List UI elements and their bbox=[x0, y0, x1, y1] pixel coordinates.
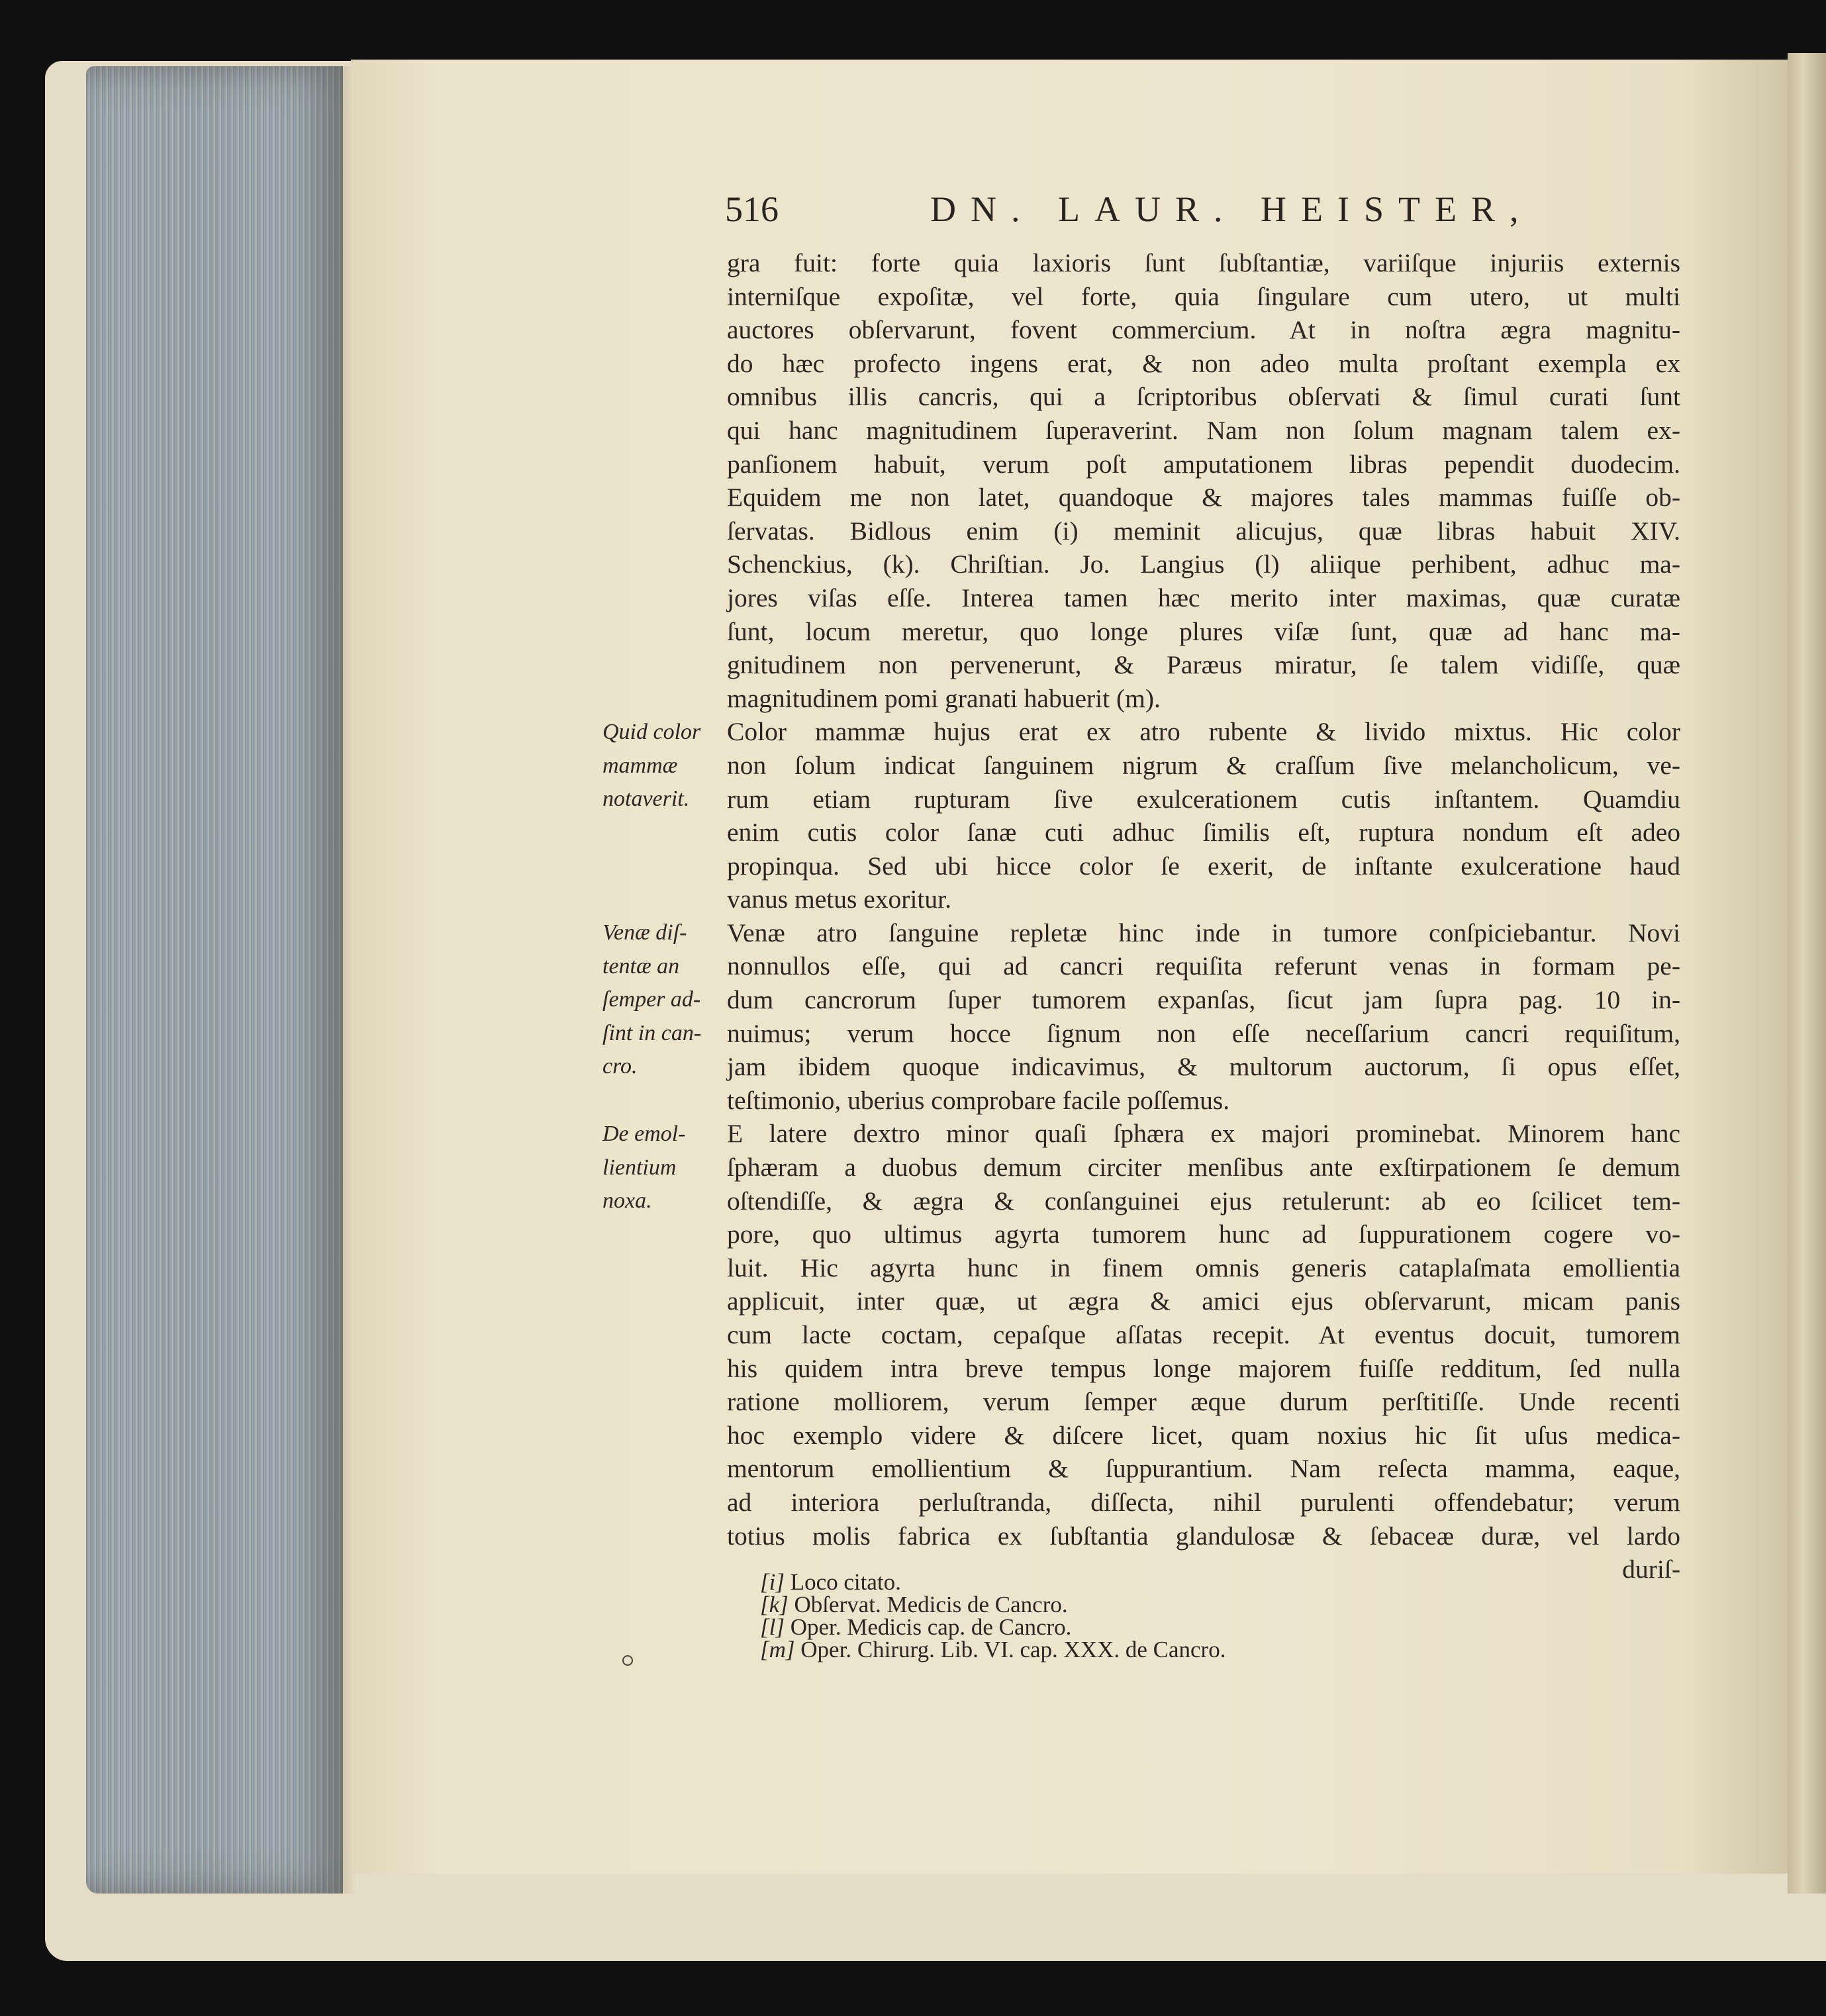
text-line: mentorum emollientium & ſuppurantium. Nam reſecta mamma, eaque, bbox=[727, 1454, 1680, 1484]
text-line: pore, quo ultimus agyrta tumorem hunc ad ſuppurationem cogere vo- bbox=[727, 1220, 1680, 1249]
footnote-marker: [k] bbox=[760, 1592, 789, 1617]
text-line: propinqua. Sed ubi hicce color ſe exerit, de inſtante exulceratione haud bbox=[727, 851, 1680, 881]
text-line: ſervatas. Bidlous enim (i) meminit alicujus, quæ libras habuit XIV. bbox=[727, 516, 1680, 546]
ink-mark bbox=[622, 1655, 633, 1666]
text-line: dum cancrorum ſuper tumorem expanſas, ſicut jam ſupra pag. 10 in- bbox=[727, 985, 1680, 1015]
text-line: cum lacte coctam, cepaſque aſſatas recepit. At eventus docuit, tumorem bbox=[727, 1320, 1680, 1349]
text-line: applicuit, inter quæ, ut ægra & amici ejus obſervarunt, micam panis bbox=[727, 1286, 1680, 1316]
text-line: panſionem habuit, verum poſt amputationem libras pependit duodecim. bbox=[727, 449, 1680, 479]
footnote bbox=[760, 1571, 1422, 1594]
marginal-note-line: cro. bbox=[602, 1054, 638, 1079]
text-line: gra fuit: forte quia laxioris ſunt ſubſtantiæ, variiſque injuriis externis bbox=[727, 248, 1680, 277]
text-line: gnitudinem non pervenerunt, & Paræus miratur, ſe talem vidiſſe, quæ bbox=[727, 650, 1680, 680]
text-line: magnitudinem pomi granati habuerit (m). bbox=[727, 683, 1161, 713]
marginal-note-line: ſemper ad- bbox=[602, 987, 701, 1012]
footnote-text: Loco citato. bbox=[784, 1569, 901, 1595]
text-line: totius molis fabrica ex ſubſtantia glandulosæ & ſebaceæ duræ, vel lardo bbox=[727, 1521, 1680, 1551]
text-line: nonnullos eſſe, qui ad cancri requiſita referunt venas in formam pe- bbox=[727, 951, 1680, 981]
marginal-note-line: De emol- bbox=[602, 1122, 686, 1146]
marginal-note-line: Quid color bbox=[602, 720, 701, 744]
marginal-note-line: lientium bbox=[602, 1155, 677, 1180]
text-line: nuimus; verum hocce ſignum non eſſe neceſſarium cancri requiſitum, bbox=[727, 1018, 1680, 1048]
text-line: interniſque expoſitæ, vel forte, quia ſingulare cum utero, ut multi bbox=[727, 281, 1680, 311]
text-line: ratione molliorem, verum ſemper æque durum perſtitiſſe. Unde recenti bbox=[727, 1387, 1680, 1417]
text-line: ad interiora perluſtranda, diſſecta, nihil purulenti offendebatur; verum bbox=[727, 1487, 1680, 1517]
text-line: Schenckius, (k). Chriſtian. Jo. Langius (l) aliique perhibent, adhuc ma- bbox=[727, 550, 1680, 579]
footnote-marker: [i] bbox=[760, 1569, 785, 1595]
text-line: his quidem intra breve tempus longe majorem fuiſſe redditum, ſed nulla bbox=[727, 1353, 1680, 1383]
text-line: Color mammæ hujus erat ex atro rubente & livido mixtus. Hic color bbox=[727, 717, 1680, 747]
text-line: rum etiam rupturam ſive exulcerationem cutis inſtantem. Quamdiu bbox=[727, 784, 1680, 814]
main-text bbox=[727, 246, 1680, 1586]
text-line: enim cutis color ſanæ cuti adhuc ſimilis eſt, ruptura nondum eſt adeo bbox=[727, 818, 1680, 847]
text-line: Equidem me non latet, quandoque & majores tales mammas fuiſſe ob- bbox=[727, 483, 1680, 512]
running-title: DN. LAUR. HEISTER, bbox=[930, 189, 1533, 229]
footnote-text: Obſervat. Medicis de Cancro. bbox=[788, 1592, 1068, 1617]
running-header bbox=[725, 189, 1692, 242]
text-line: teſtimonio, uberius comprobare facile poſſemus. bbox=[727, 1085, 1230, 1115]
footnote bbox=[760, 1594, 1422, 1616]
text-line: auctores obſervarunt, fovent commercium. At in noſtra ægra magnitu- bbox=[727, 315, 1680, 345]
marginal-note-line: mammæ bbox=[602, 753, 678, 778]
text-line: omnibus illis cancris, qui a ſcriptoribus obſervati & ſimul curati ſunt bbox=[727, 382, 1680, 412]
footnote-text: Oper. Medicis cap. de Cancro. bbox=[784, 1614, 1072, 1640]
text-line: E latere dextro minor quaſi ſphæra ex majori prominebat. Minorem hanc bbox=[727, 1119, 1680, 1149]
footnote-text: Oper. Chirurg. Lib. VI. cap. XXX. de Cancro. bbox=[794, 1637, 1226, 1662]
marginal-note bbox=[602, 1118, 722, 1218]
text-line: ſphæram a duobus demum circiter menſibus ante exſtirpationem ſe demum bbox=[727, 1153, 1680, 1182]
text-line: vanus metus exoritur. bbox=[727, 885, 951, 914]
marginal-note-line: notaverit. bbox=[602, 787, 690, 812]
marginal-note-line: ſint in can- bbox=[602, 1020, 702, 1045]
text-line: oſtendiſſe, & ægra & conſanguinei ejus retulerunt: ab eo ſcilicet tem- bbox=[727, 1186, 1680, 1216]
text-line: jores viſas eſſe. Interea tamen hæc merito inter maximas, quæ curatæ bbox=[727, 583, 1680, 612]
text-line: qui hanc magnitudinem ſuperaverint. Nam non ſolum magnam talem ex- bbox=[727, 415, 1680, 445]
page-number: 516 bbox=[725, 189, 779, 229]
marginal-note bbox=[602, 916, 722, 1084]
marginal-note-line: Venæ diſ- bbox=[602, 920, 687, 945]
marginal-note bbox=[602, 716, 722, 816]
page-edges bbox=[86, 66, 351, 1894]
text-line: hoc exemplo videre & diſcere licet, quam noxius hic ſit uſus medica- bbox=[727, 1420, 1680, 1450]
text-line: non ſolum indicat ſanguinem nigrum & craſſum ſive melancholicum, ve- bbox=[727, 750, 1680, 780]
footnote-marker: [m] bbox=[760, 1637, 795, 1662]
marginal-note-line: noxa. bbox=[602, 1188, 652, 1214]
text-line: jam ibidem quoque indicavimus, & multorum auctorum, ſi opus eſſet, bbox=[727, 1052, 1680, 1082]
text-line: luit. Hic agyrta hunc in finem omnis generis cataplaſmata emollientia bbox=[727, 1253, 1680, 1282]
text-line: duriſ- bbox=[1622, 1555, 1680, 1584]
marginal-note-line: tentæ an bbox=[602, 953, 680, 979]
text-line: ſunt, locum meretur, quo longe plures viſæ ſunt, quæ ad hanc ma- bbox=[727, 616, 1680, 646]
footnotes bbox=[760, 1571, 1422, 1661]
footnote bbox=[760, 1639, 1422, 1661]
text-line: Venæ atro ſanguine repletæ hinc inde in tumore conſpiciebantur. Novi bbox=[727, 918, 1680, 947]
facing-page-edge bbox=[1788, 53, 1826, 1894]
text-line: do hæc profecto ingens erat, & non adeo multa proſtant exempla ex bbox=[727, 348, 1680, 378]
footnote bbox=[760, 1616, 1422, 1639]
footnote-marker: [l] bbox=[760, 1614, 785, 1640]
